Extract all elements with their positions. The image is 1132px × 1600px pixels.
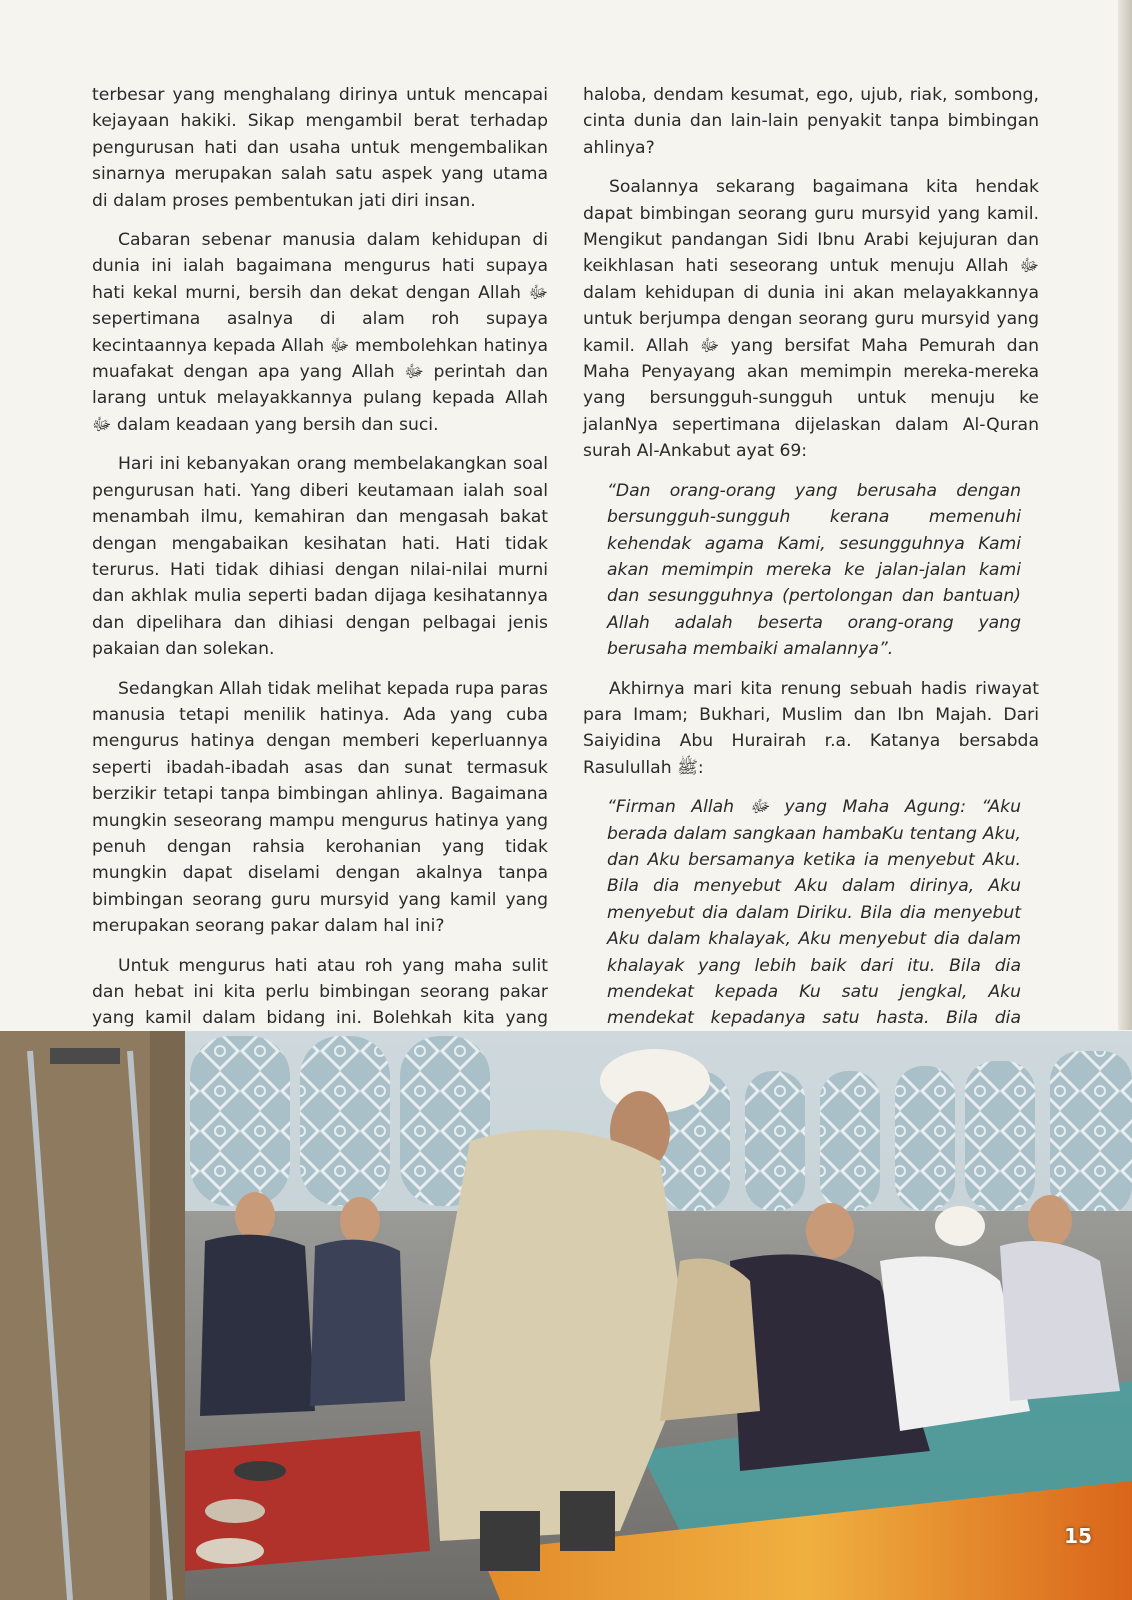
photo-illustration: [0, 1031, 1132, 1600]
paragraph: terbesar yang menghalang dirinya untuk mencapai kejayaan hakiki. Sikap mengambil berat terhadap pengurusan hati dan usaha untuk mengembalikan sinarnya merupakan salah satu aspek yang utama di dalam proses pembentukan jati diri insan.: [92, 85, 548, 211]
right-text-column: [583, 82, 1039, 1150]
page-edge-shadow: [1118, 0, 1132, 1030]
quran-quote: “Dan orang-orang yang berusaha dengan bersungguh-sungguh kerana memenuhi kehendak agama Kami, sesungguhnya Kami akan memimpin mereka ke jalan-jalan kami dan sesungguhnya (pertolongan dan bantuan) Allah adalah beserta orang-orang yang berusaha membaiki amalannya”.: [607, 480, 1021, 660]
paragraph: Soalannya sekarang bagaimana kita hendak dapat bimbingan seorang guru mursyid yang kamil. Mengikut pandangan Sidi Ibnu Arabi kejujuran dan keikhlasan hati seseorang untuk menuju Allah ﷻ dalam kehidupan di dunia ini akan melayakkannya untuk berjumpa dengan seorang guru mursyid yang kamil. Allah ﷻ yang bersifat Maha Pemurah dan Maha Penyayang akan memimpin mereka-mereka yang bersungguh-sungguh untuk menuju ke jalanNya sepertimana dijelaskan dalam Al-Quran surah Al-Ankabut ayat 69:: [583, 177, 1039, 462]
left-text-column: [92, 82, 548, 1124]
page-number: 15: [1064, 1524, 1092, 1548]
paragraph: Cabaran sebenar manusia dalam kehidupan di dunia ini ialah bagaimana mengurus hati supaya hati kekal murni, bersih dan dekat dengan Allah ﷻ sepertimana asalnya di alam roh supaya kecintaannya kepada Allah ﷻ membolehkan hatinya muafakat dengan apa yang Allah ﷻ perintah dan larang untuk melayakkannya pulang kepada Allah ﷻ dalam keadaan yang bersih dan suci.: [92, 230, 549, 435]
paragraph: Sedangkan Allah tidak melihat kepada rupa paras manusia tetapi menilik hatinya. Ada yang cuba mengurus hatinya dengan memberi keperluannya seperti ibadah-ibadah asas dan sunat termasuk berzikir tetapi tanpa bimbingan ahlinya. Bagaimana mungkin seseorang mampu mengurus hatinya yang penuh dengan rahsia kerohanian yang tidak mungkin dapat diselami dengan akalnya tanpa bimbingan seorang guru mursyid yang kamil yang merupakan seorang pakar dalam hal ini?: [92, 678, 548, 937]
paragraph: haloba, dendam kesumat, ego, ujub, riak, sombong, cinta dunia dan lain-lain penyakit tanpa bimbingan ahlinya?: [583, 85, 1039, 158]
hadith-quote: “Firman Allah ﷻ yang Maha Agung: “Aku berada dalam sangkaan hambaKu tentang Aku, dan Aku bersamanya ketika ia menyebut Aku. Bila dia menyebut Aku dalam dirinya, Aku menyebut dia dalam Diriku. Bila dia menyebut Aku dalam khalayak, Aku menyebut dia dalam khalayak yang lebih baik dari itu. Bila dia mendekat kepada Ku satu jengkal, Aku mendekat kepadanya satu hasta. Bila dia: [607, 797, 1021, 1029]
paragraph: Hari ini kebanyakan orang membelakangkan soal pengurusan hati. Yang diberi keutamaan ialah soal menambah ilmu, kemahiran dan mengasah bakat dengan mengabaikan kesihatan hati. Hati tidak terurus. Hati tidak dihiasi dengan nilai-nilai murni dan akhlak mulia seperti badan dijaga kesihatannya dan dipelihara dan dihiasi dengan pelbagai jenis pakaian dan solekan.: [92, 454, 548, 660]
mosque-prayer-photo: [0, 1031, 1132, 1600]
paragraph: Untuk mengurus hati atau roh yang maha sulit dan hebat ini kita perlu bimbingan seorang pakar yang kamil dalam bidang ini. Bolehkah kita yang: [92, 955, 548, 1029]
paragraph: Akhirnya mari kita renung sebuah hadis riwayat para Imam; Bukhari, Muslim dan Ibn Majah. Dari Saiyidina Abu Hurairah r.a. Katanya bersabda Rasulullah ﷺ:: [583, 678, 1039, 778]
